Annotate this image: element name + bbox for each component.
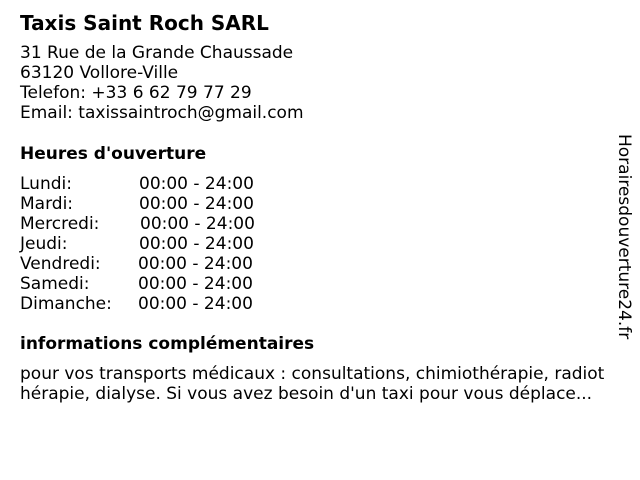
email-address: Email: taxissaintroch@gmail.com — [20, 103, 304, 123]
info-line: pour vos transports médicaux : consultations, chimiothérapie, radiot — [20, 364, 605, 384]
day-label: Jeudi: — [20, 234, 68, 254]
day-label: Mardi: — [20, 194, 74, 214]
info-description — [20, 364, 620, 404]
info-heading: informations complémentaires — [20, 334, 315, 354]
time-range: 00:00 - 24:00 — [138, 294, 253, 314]
phone-number: Telefon: +33 6 62 79 77 29 — [20, 83, 252, 103]
site-watermark — [612, 134, 640, 374]
info-line: hérapie, dialyse. Si vous avez besoin d'un taxi pour vous déplace... — [20, 384, 593, 404]
contact-block — [20, 43, 304, 123]
day-label: Dimanche: — [20, 294, 112, 314]
time-range: 00:00 - 24:00 — [139, 234, 254, 254]
time-range: 00:00 - 24:00 — [139, 194, 254, 214]
time-range: 00:00 - 24:00 — [139, 174, 254, 194]
address-city: 63120 Vollore-Ville — [20, 63, 179, 83]
hours-heading: Heures d'ouverture — [20, 144, 207, 164]
day-label: Lundi: — [20, 174, 72, 194]
day-label: Vendredi: — [20, 254, 101, 274]
watermark-text: Horairesdouverture24.fr — [614, 134, 634, 340]
time-range: 00:00 - 24:00 — [138, 254, 253, 274]
time-range: 00:00 - 24:00 — [138, 274, 253, 294]
address-street: 31 Rue de la Grande Chaussade — [20, 43, 294, 63]
day-label: Mercredi: — [20, 214, 100, 234]
business-name: Taxis Saint Roch SARL — [20, 11, 269, 35]
time-range: 00:00 - 24:00 — [140, 214, 255, 234]
day-label: Samedi: — [20, 274, 90, 294]
